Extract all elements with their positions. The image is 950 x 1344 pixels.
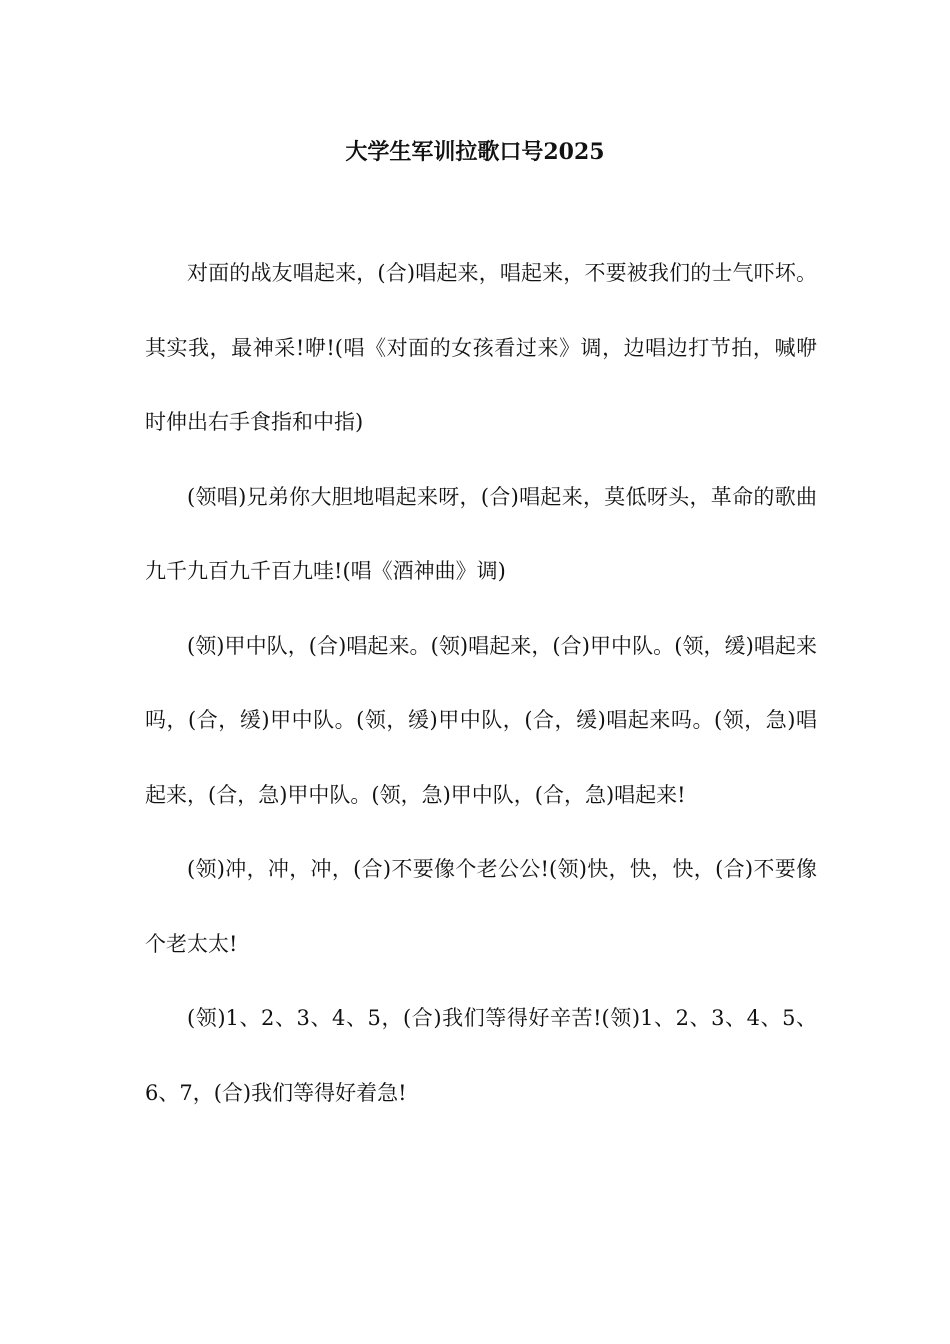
paragraph-5: (领)1、2、3、4、5，(合)我们等得好辛苦!(领)1、2、3、4、5、6、7，(合)我们等得好着急! bbox=[145, 1006, 817, 1105]
document-title: 大学生军训拉歌口号2025 bbox=[345, 139, 605, 165]
document-body bbox=[145, 236, 817, 1130]
paragraph-4: (领)冲，冲，冲，(合)不要像个老公公!(领)快，快，快，(合)不要像个老太太! bbox=[145, 857, 817, 956]
paragraph-3: (领)甲中队，(合)唱起来。(领)唱起来，(合)甲中队。(领，缓)唱起来吗，(合，缓)甲中队。(领，缓)甲中队，(合，缓)唱起来吗。(领，急)唱起来，(合，急)甲中队。(领，急)甲中队，(合，急)唱起来! bbox=[145, 633, 817, 807]
paragraph-2: (领唱)兄弟你大胆地唱起来呀，(合)唱起来，莫低呀头，革命的歌曲九千九百九千百九哇!(唱《酒神曲》调) bbox=[145, 484, 817, 583]
paragraph-1: 对面的战友唱起来，(合)唱起来，唱起来，不要被我们的士气吓坏。其实我，最神采!咿!(唱《对面的女孩看过来》调，边唱边打节拍，喊咿时伸出右手食指和中指) bbox=[145, 261, 817, 434]
